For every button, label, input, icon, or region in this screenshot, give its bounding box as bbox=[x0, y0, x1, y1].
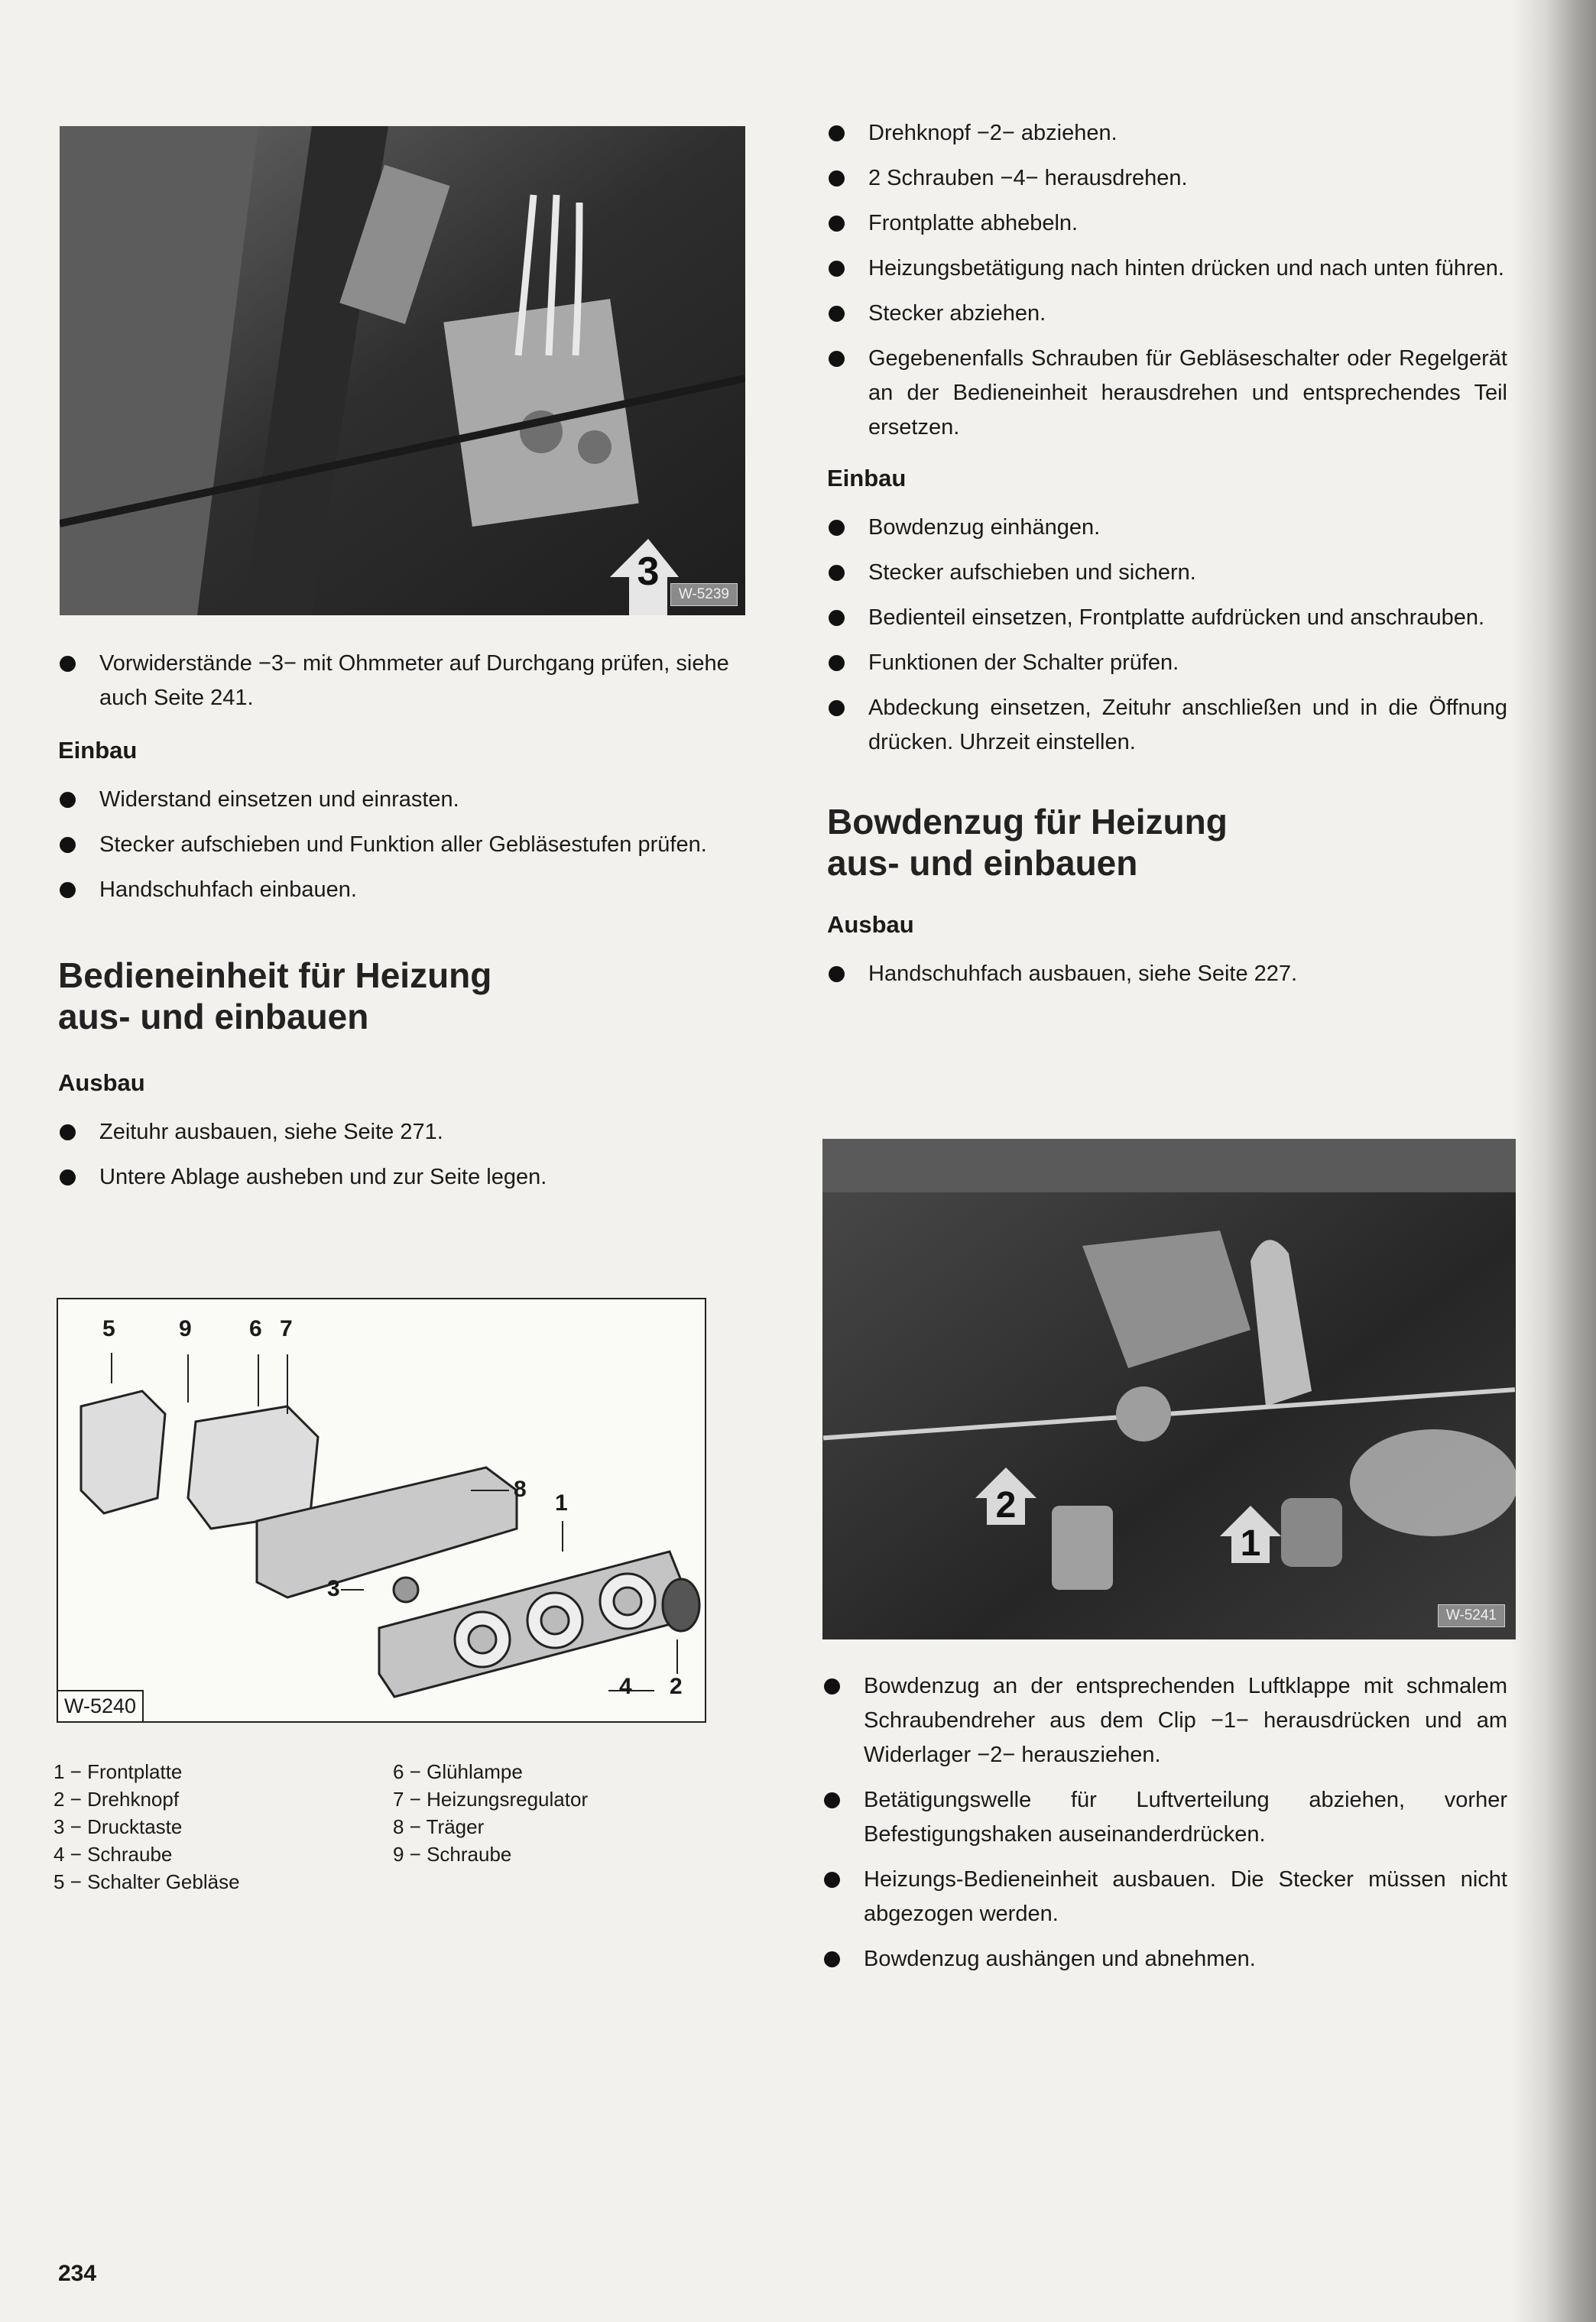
diagram-callout-9: 9 bbox=[179, 1316, 192, 1341]
exploded-diagram bbox=[57, 1298, 706, 1723]
ausbau-step-list bbox=[58, 1115, 746, 1195]
photo-bowden-cable bbox=[822, 1139, 1516, 1639]
step-item: Bowdenzug aushängen und abnehmen. bbox=[822, 1942, 1507, 1977]
knob-shape bbox=[663, 1579, 699, 1631]
diagram-callout-2: 2 bbox=[670, 1674, 683, 1699]
step-item: Bowdenzug an der entsprechenden Luftklappe mit schmalem Schraubendreher aus dem Clip −1− herausdrücken und am Widerlager −2− herausziehen. bbox=[822, 1669, 1507, 1772]
diagram-callout-3: 3 bbox=[327, 1576, 340, 1601]
photo-code-label: W-5241 bbox=[1438, 1604, 1505, 1627]
ausbau-heading: Ausbau bbox=[58, 1069, 145, 1096]
step-item: Heizungsbetätigung nach hinten drücken und nach unten führen. bbox=[827, 251, 1507, 286]
intro-step-list bbox=[58, 647, 746, 715]
step-item: Vorwiderstände −3− mit Ohmmeter auf Durchgang prüfen, siehe auch Seite 241. bbox=[58, 647, 746, 715]
step-item: Frontplatte abhebeln. bbox=[827, 206, 1507, 241]
step-item: Widerstand einsetzen und einrasten. bbox=[58, 783, 746, 817]
removal-step-list bbox=[827, 116, 1507, 445]
step-item: Drehknopf −2− abziehen. bbox=[827, 116, 1507, 151]
photo-code-label: W-5239 bbox=[670, 583, 738, 606]
einbau-heading: Einbau bbox=[58, 737, 138, 764]
right-bottom-text bbox=[822, 1669, 1507, 1987]
photo-callout-1: 1 bbox=[1240, 1523, 1261, 1564]
switch-blower-shape bbox=[81, 1391, 165, 1513]
diagram-callout-7: 7 bbox=[280, 1316, 293, 1341]
photo-bowden-cable-image bbox=[822, 1139, 1516, 1639]
legend-item: 1 − Frontplatte bbox=[54, 1760, 183, 1783]
exploded-diagram-drawing bbox=[58, 1299, 705, 1721]
step-item: Stecker aufschieben und Funktion aller Gebläsestufen prüfen. bbox=[58, 828, 746, 862]
step-item: Bedienteil einsetzen, Frontplatte aufdrücken und anschrauben. bbox=[827, 601, 1507, 635]
einbau-heading: Einbau bbox=[827, 465, 907, 491]
left-column-text bbox=[58, 647, 746, 1205]
page-number: 234 bbox=[58, 2261, 97, 2286]
diagram-callout-6: 6 bbox=[249, 1316, 262, 1341]
einbau-step-list bbox=[827, 511, 1507, 760]
diagram-callout-5: 5 bbox=[102, 1316, 115, 1341]
section-title-line2: aus- und einbauen bbox=[58, 997, 369, 1036]
legend-column-2 bbox=[393, 1758, 588, 1868]
section-title bbox=[827, 801, 1507, 884]
legend-item: 9 − Schraube bbox=[393, 1843, 512, 1866]
ausbau-step-list bbox=[827, 957, 1507, 991]
legend-item: 8 − Träger bbox=[393, 1815, 485, 1838]
diagram-callout-1: 1 bbox=[555, 1490, 568, 1516]
legend-item: 7 − Heizungsregulator bbox=[393, 1788, 589, 1811]
right-column-text bbox=[827, 116, 1507, 1002]
step-item: Zeituhr ausbauen, siehe Seite 271. bbox=[58, 1115, 746, 1150]
step-item: Handschuhfach ausbauen, siehe Seite 227. bbox=[827, 957, 1507, 991]
step-item: Gegebenenfalls Schrauben für Gebläseschalter oder Regelgerät an der Bedieneinheit herausdrehen und entsprechendes Teil ersetzen. bbox=[827, 342, 1507, 445]
cable-removal-step-list bbox=[822, 1669, 1507, 1977]
page-edge-shadow bbox=[1512, 0, 1596, 2322]
legend-item: 4 − Schraube bbox=[54, 1843, 173, 1866]
section-title-line1: Bedieneinheit für Heizung bbox=[58, 955, 492, 995]
legend-column-1 bbox=[54, 1758, 240, 1896]
step-item: Betätigungswelle für Luftverteilung abziehen, vorher Befestigungshaken auseinanderdrücken. bbox=[822, 1783, 1507, 1852]
legend-item: 3 − Drucktaste bbox=[54, 1815, 183, 1838]
step-item: Heizungs-Bedieneinheit ausbauen. Die Stecker müssen nicht abgezogen werden. bbox=[822, 1863, 1507, 1931]
step-item: Stecker abziehen. bbox=[827, 297, 1507, 331]
diagram-callout-8: 8 bbox=[514, 1477, 527, 1502]
diagram-code-label: W-5240 bbox=[58, 1690, 144, 1721]
step-item: Bowdenzug einhängen. bbox=[827, 511, 1507, 545]
step-item: Abdeckung einsetzen, Zeituhr anschließen und in die Öffnung drücken. Uhrzeit einstellen. bbox=[827, 691, 1507, 760]
step-item: 2 Schrauben −4− herausdrehen. bbox=[827, 161, 1507, 196]
section-title-line1: Bowdenzug für Heizung bbox=[827, 802, 1228, 842]
step-item: Untere Ablage ausheben und zur Seite legen. bbox=[58, 1160, 746, 1195]
photo-callout-3: 3 bbox=[637, 550, 660, 594]
photo-callout-2: 2 bbox=[995, 1485, 1017, 1526]
section-title bbox=[58, 955, 746, 1037]
photo-resistor bbox=[60, 126, 745, 615]
section-title-line2: aus- und einbauen bbox=[827, 843, 1138, 883]
legend-item: 6 − Glühlampe bbox=[393, 1760, 523, 1783]
legend-item: 2 − Drehknopf bbox=[54, 1788, 180, 1811]
ausbau-heading: Ausbau bbox=[827, 911, 914, 938]
legend-item: 5 − Schalter Gebläse bbox=[54, 1870, 240, 1893]
step-item: Funktionen der Schalter prüfen. bbox=[827, 646, 1507, 680]
einbau-step-list bbox=[58, 783, 746, 907]
diagram-callout-4: 4 bbox=[619, 1674, 632, 1699]
photo-resistor-image bbox=[60, 126, 745, 615]
push-button-shape bbox=[394, 1578, 418, 1602]
step-item: Stecker aufschieben und sichern. bbox=[827, 556, 1507, 590]
step-item: Handschuhfach einbauen. bbox=[58, 873, 746, 907]
